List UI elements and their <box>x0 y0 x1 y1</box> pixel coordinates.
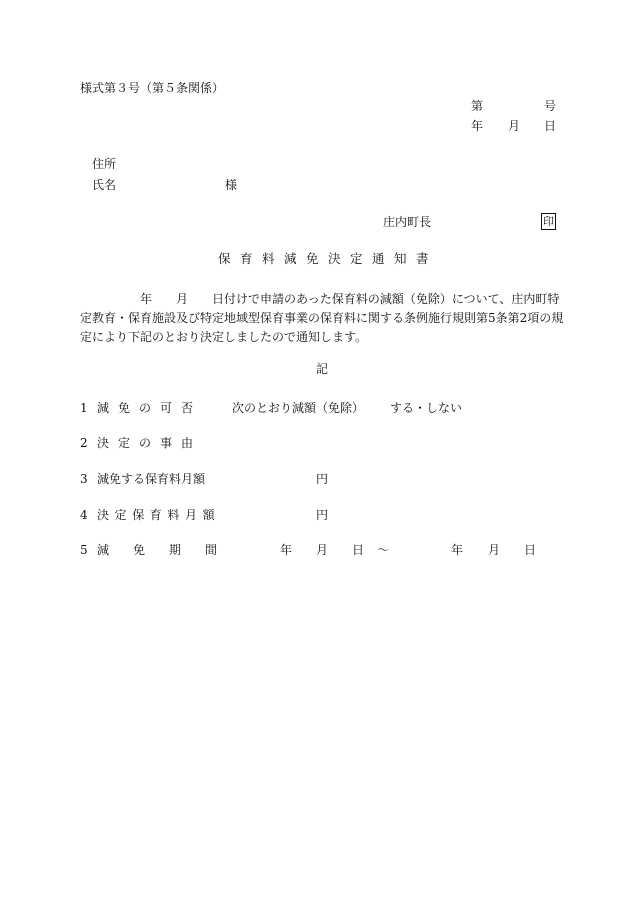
body-line-3: 定により下記のとおり決定しましたので通知します。 <box>80 330 368 344</box>
issue-date-year: 年 <box>471 119 484 133</box>
document-title: 保育料減免決定通知書 <box>218 251 439 266</box>
body-paragraph <box>80 290 576 347</box>
item-option: する・しない <box>390 401 463 415</box>
item-number: 1 <box>80 401 88 415</box>
issue-date-month: 月 <box>508 119 521 133</box>
name-label: 氏名 <box>92 178 117 192</box>
issue-date-day: 日 <box>544 119 557 133</box>
item-label: 減免期間 <box>97 543 242 557</box>
item-label: 決定の事由 <box>97 436 203 450</box>
ki-heading: 記 <box>316 362 329 376</box>
period-to-month: 月 <box>488 543 501 557</box>
item-label: 減免する保育料月額 <box>97 472 206 486</box>
body-line-1: 年 月 日付けで申請のあった保育料の減額（免除）について、庄内町特 <box>80 292 560 306</box>
item-unit: 円 <box>316 508 329 522</box>
seal-mark: 印 <box>543 215 554 228</box>
item-value: 次のとおり減額（免除） <box>232 401 365 415</box>
period-from-year: 年 <box>280 543 293 557</box>
form-number: 様式第３号（第５条関係） <box>80 81 225 95</box>
period-to-year: 年 <box>451 543 464 557</box>
period-tilde: ～ <box>377 543 390 557</box>
item-label: 決定保育料月額 <box>97 508 221 522</box>
number-suffix: 号 <box>544 99 557 113</box>
address-label: 住所 <box>92 157 117 171</box>
item-number: 3 <box>80 472 88 486</box>
item-number: 5 <box>80 543 88 557</box>
item-unit: 円 <box>316 472 329 486</box>
number-prefix: 第 <box>471 99 484 113</box>
period-from-month: 月 <box>316 543 329 557</box>
issuer-title: 庄内町長 <box>383 215 432 229</box>
period-from-day: 日 <box>352 543 365 557</box>
period-to-day: 日 <box>524 543 537 557</box>
body-line-2: 定教育・保育施設及び特定地域型保育事業の保育料に関する条例施行規則第5条第2項の規 <box>80 311 564 325</box>
honorific: 様 <box>225 178 238 192</box>
item-number: 4 <box>80 508 88 522</box>
item-number: 2 <box>80 436 88 450</box>
item-label: 減免の可否 <box>97 401 203 415</box>
